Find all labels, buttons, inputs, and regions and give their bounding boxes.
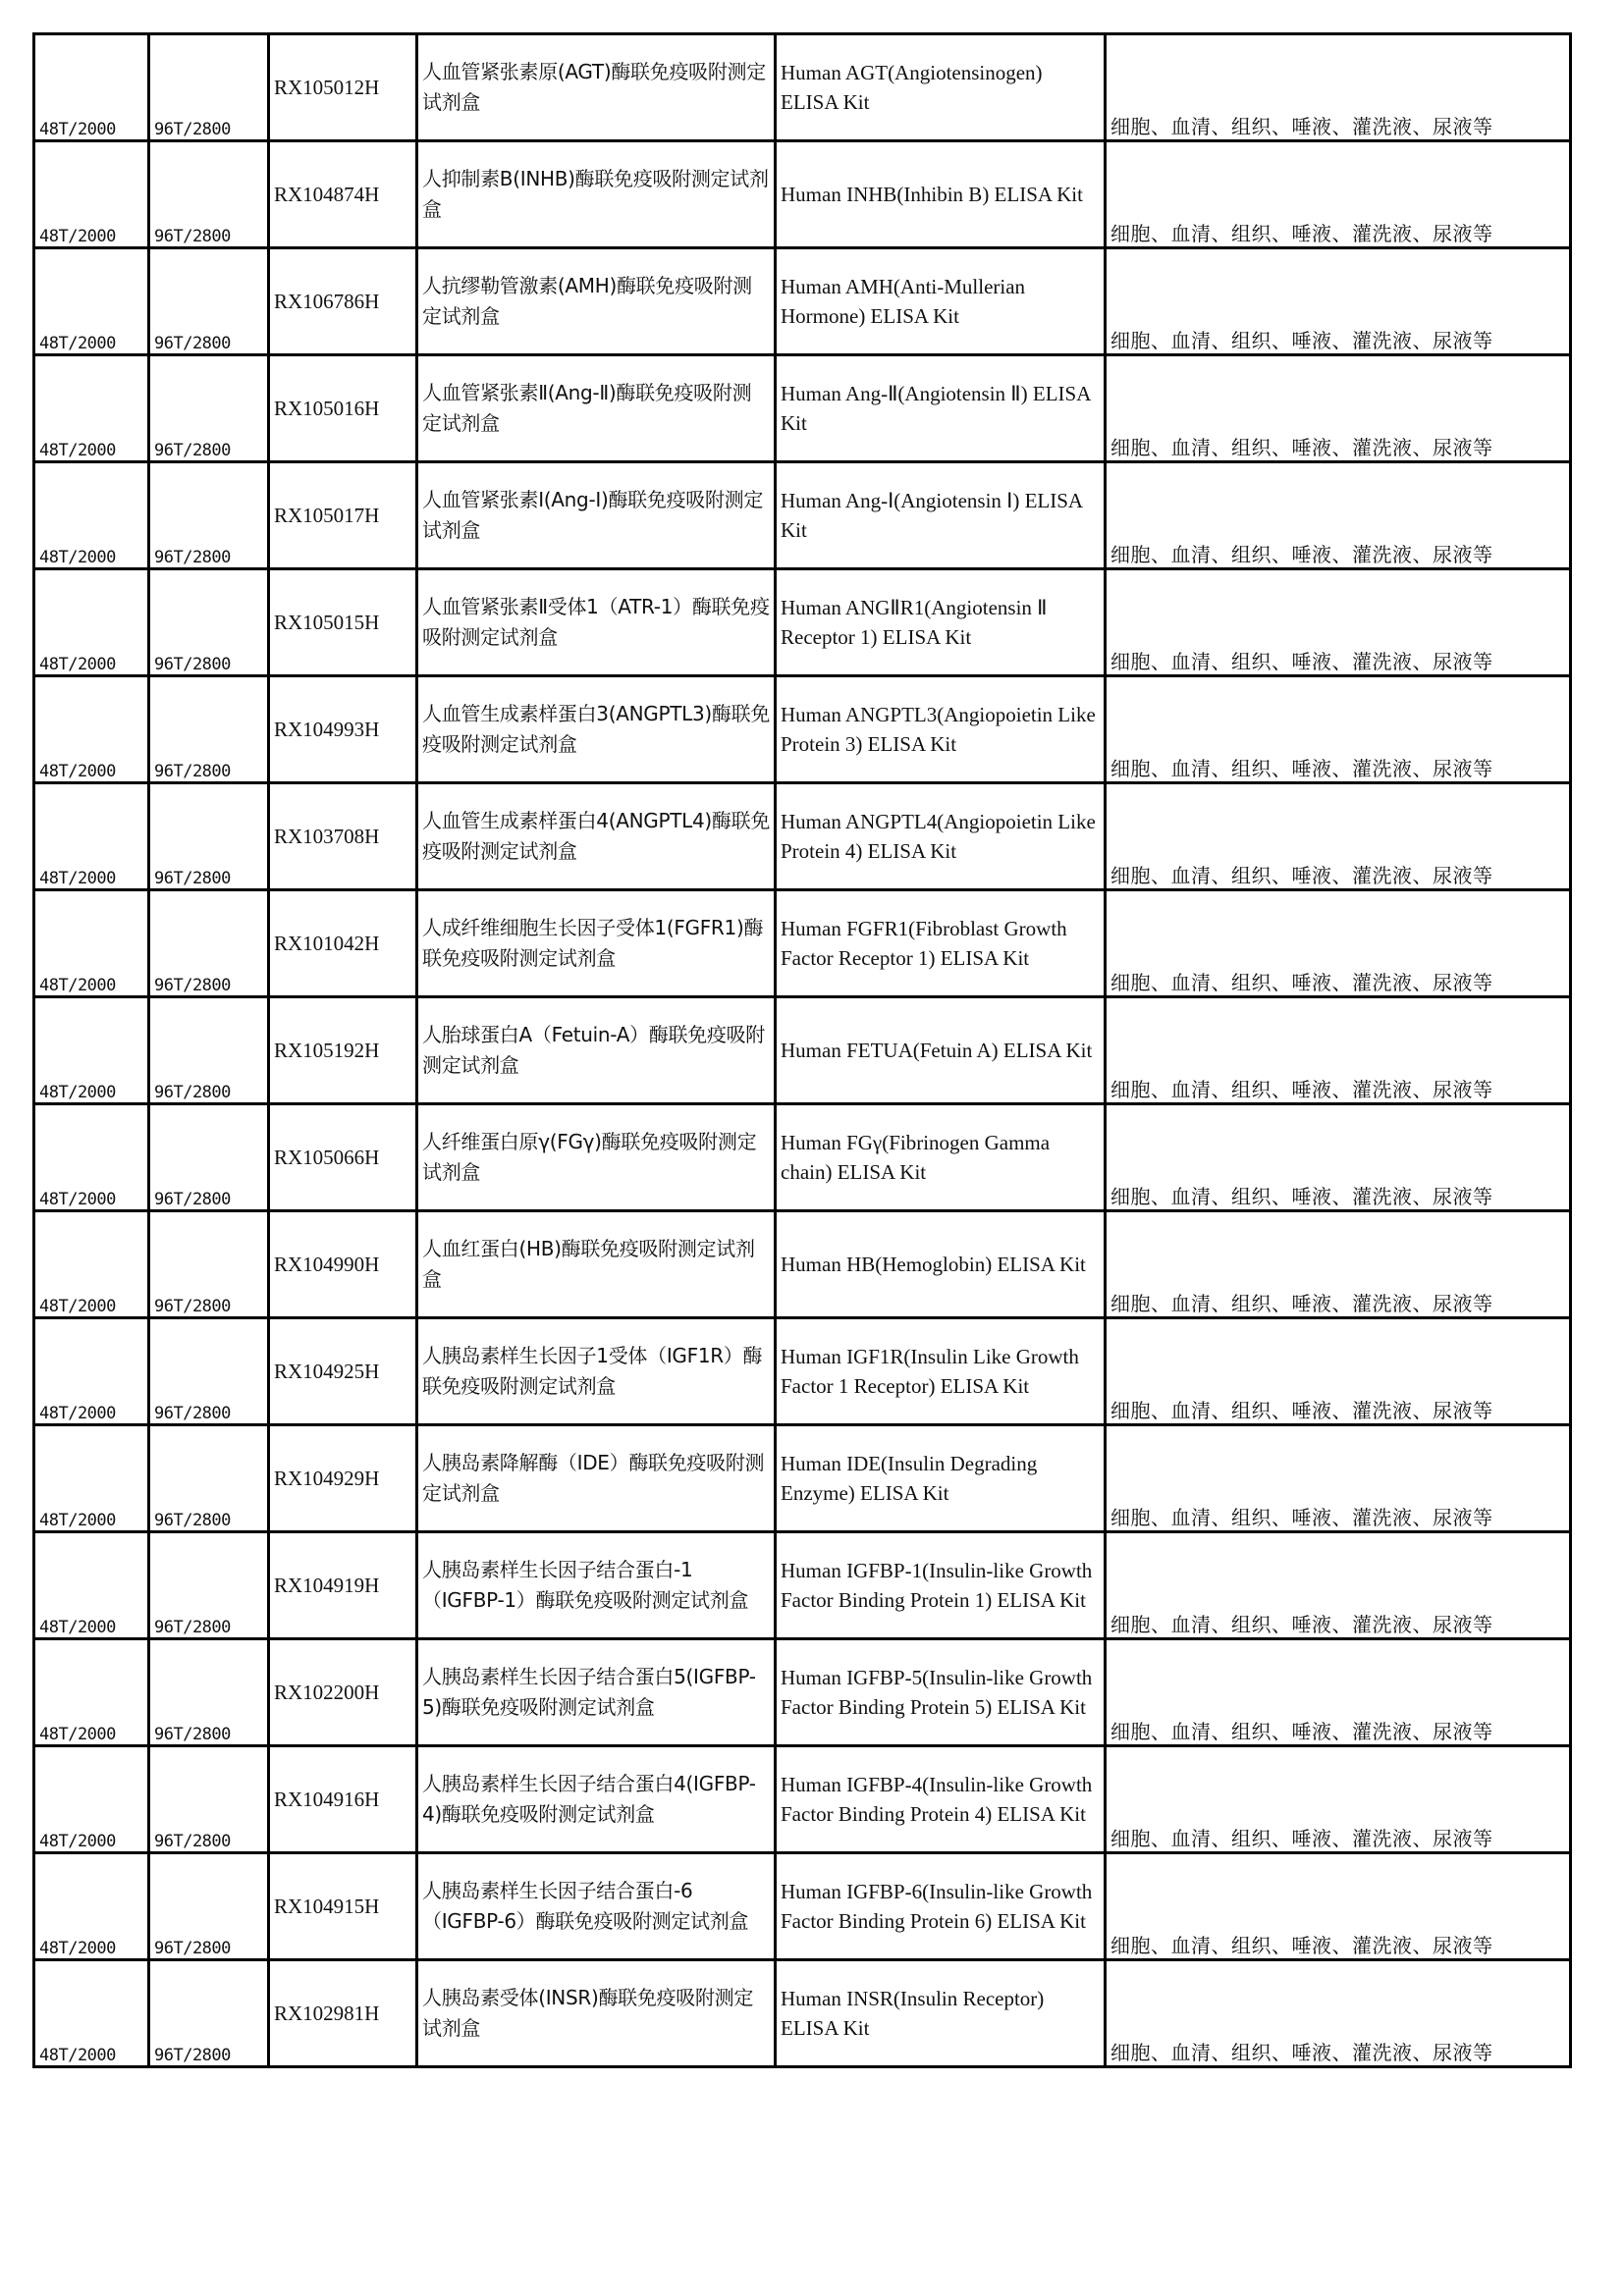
- catalog-number-cell: RX104874H: [269, 141, 417, 248]
- spec-96-cell: 96T/2800: [149, 248, 269, 355]
- spec-96-cell: 96T/2800: [149, 34, 269, 141]
- english-name-cell: Human FGFR1(Fibroblast Growth Factor Receptor 1) ELISA Kit: [776, 890, 1106, 997]
- catalog-number-cell: RX102981H: [269, 1960, 417, 2067]
- spec-96-cell: 96T/2800: [149, 890, 269, 997]
- catalog-number-cell: RX104915H: [269, 1853, 417, 1960]
- english-name-cell: Human INHB(Inhibin B) ELISA Kit: [776, 141, 1106, 248]
- chinese-name-cell: 人成纤维细胞生长因子受体1(FGFR1)酶联免疫吸附测定试剂盒: [417, 890, 776, 997]
- spec-48-cell: 48T/2000: [34, 1211, 149, 1318]
- spec-96-cell: 96T/2800: [149, 1639, 269, 1746]
- english-name-cell: Human HB(Hemoglobin) ELISA Kit: [776, 1211, 1106, 1318]
- sample-types-cell: 细胞、血清、组织、唾液、灌洗液、尿液等: [1106, 1104, 1571, 1211]
- catalog-number-cell: RX104919H: [269, 1532, 417, 1639]
- english-name-cell: Human IGFBP-6(Insulin-like Growth Factor Binding Protein 6) ELISA Kit: [776, 1853, 1106, 1960]
- spec-96-cell: 96T/2800: [149, 783, 269, 890]
- spec-48-cell: 48T/2000: [34, 997, 149, 1104]
- product-table-body: [34, 34, 1571, 2067]
- chinese-name-cell: 人胰岛素样生长因子结合蛋白-1（IGFBP-1）酶联免疫吸附测定试剂盒: [417, 1532, 776, 1639]
- product-table: [32, 32, 1572, 2068]
- chinese-name-cell: 人抗缪勒管激素(AMH)酶联免疫吸附测定试剂盒: [417, 248, 776, 355]
- chinese-name-cell: 人胰岛素样生长因子结合蛋白5(IGFBP-5)酶联免疫吸附测定试剂盒: [417, 1639, 776, 1746]
- catalog-number-cell: RX104990H: [269, 1211, 417, 1318]
- sample-types-cell: 细胞、血清、组织、唾液、灌洗液、尿液等: [1106, 569, 1571, 676]
- sample-types-cell: 细胞、血清、组织、唾液、灌洗液、尿液等: [1106, 1211, 1571, 1318]
- spec-48-cell: 48T/2000: [34, 890, 149, 997]
- spec-96-cell: 96T/2800: [149, 1853, 269, 1960]
- sample-types-cell: 细胞、血清、组织、唾液、灌洗液、尿液等: [1106, 248, 1571, 355]
- sample-types-cell: 细胞、血清、组织、唾液、灌洗液、尿液等: [1106, 34, 1571, 141]
- spec-48-cell: 48T/2000: [34, 1425, 149, 1532]
- english-name-cell: Human ANGPTL4(Angiopoietin Like Protein 4) ELISA Kit: [776, 783, 1106, 890]
- catalog-number-cell: RX102200H: [269, 1639, 417, 1746]
- catalog-number-cell: RX104993H: [269, 676, 417, 783]
- spec-48-cell: 48T/2000: [34, 569, 149, 676]
- sample-types-cell: 细胞、血清、组织、唾液、灌洗液、尿液等: [1106, 1853, 1571, 1960]
- spec-96-cell: 96T/2800: [149, 997, 269, 1104]
- table-row: [34, 890, 1571, 997]
- chinese-name-cell: 人胰岛素样生长因子1受体（IGF1R）酶联免疫吸附测定试剂盒: [417, 1318, 776, 1425]
- table-row: [34, 1318, 1571, 1425]
- english-name-cell: Human AGT(Angiotensinogen) ELISA Kit: [776, 34, 1106, 141]
- english-name-cell: Human IGFBP-1(Insulin-like Growth Factor Binding Protein 1) ELISA Kit: [776, 1532, 1106, 1639]
- spec-96-cell: 96T/2800: [149, 1960, 269, 2067]
- spec-48-cell: 48T/2000: [34, 1746, 149, 1853]
- spec-96-cell: 96T/2800: [149, 1746, 269, 1853]
- spec-96-cell: 96T/2800: [149, 355, 269, 462]
- catalog-number-cell: RX105016H: [269, 355, 417, 462]
- chinese-name-cell: 人血红蛋白(HB)酶联免疫吸附测定试剂盒: [417, 1211, 776, 1318]
- sample-types-cell: 细胞、血清、组织、唾液、灌洗液、尿液等: [1106, 355, 1571, 462]
- table-row: [34, 34, 1571, 141]
- english-name-cell: Human INSR(Insulin Receptor) ELISA Kit: [776, 1960, 1106, 2067]
- sample-types-cell: 细胞、血清、组织、唾液、灌洗液、尿液等: [1106, 1746, 1571, 1853]
- table-row: [34, 1104, 1571, 1211]
- catalog-number-cell: RX104916H: [269, 1746, 417, 1853]
- chinese-name-cell: 人胰岛素受体(INSR)酶联免疫吸附测定试剂盒: [417, 1960, 776, 2067]
- chinese-name-cell: 人胰岛素降解酶（IDE）酶联免疫吸附测定试剂盒: [417, 1425, 776, 1532]
- table-row: [34, 141, 1571, 248]
- catalog-number-cell: RX105066H: [269, 1104, 417, 1211]
- sample-types-cell: 细胞、血清、组织、唾液、灌洗液、尿液等: [1106, 1960, 1571, 2067]
- chinese-name-cell: 人血管紧张素Ⅰ(Ang-Ⅰ)酶联免疫吸附测定试剂盒: [417, 462, 776, 569]
- catalog-number-cell: RX105192H: [269, 997, 417, 1104]
- chinese-name-cell: 人纤维蛋白原γ(FGγ)酶联免疫吸附测定试剂盒: [417, 1104, 776, 1211]
- spec-48-cell: 48T/2000: [34, 248, 149, 355]
- catalog-number-cell: RX105017H: [269, 462, 417, 569]
- table-row: [34, 1746, 1571, 1853]
- english-name-cell: Human Ang-Ⅱ(Angiotensin Ⅱ) ELISA Kit: [776, 355, 1106, 462]
- spec-48-cell: 48T/2000: [34, 783, 149, 890]
- sample-types-cell: 细胞、血清、组织、唾液、灌洗液、尿液等: [1106, 141, 1571, 248]
- spec-48-cell: 48T/2000: [34, 1318, 149, 1425]
- chinese-name-cell: 人胎球蛋白A（Fetuin-A）酶联免疫吸附测定试剂盒: [417, 997, 776, 1104]
- catalog-number-cell: RX105015H: [269, 569, 417, 676]
- catalog-number-cell: RX101042H: [269, 890, 417, 997]
- english-name-cell: Human FGγ(Fibrinogen Gamma chain) ELISA Kit: [776, 1104, 1106, 1211]
- english-name-cell: Human AMH(Anti-Mullerian Hormone) ELISA Kit: [776, 248, 1106, 355]
- spec-48-cell: 48T/2000: [34, 676, 149, 783]
- table-row: [34, 569, 1571, 676]
- chinese-name-cell: 人抑制素B(INHB)酶联免疫吸附测定试剂盒: [417, 141, 776, 248]
- spec-48-cell: 48T/2000: [34, 1532, 149, 1639]
- spec-96-cell: 96T/2800: [149, 462, 269, 569]
- sample-types-cell: 细胞、血清、组织、唾液、灌洗液、尿液等: [1106, 462, 1571, 569]
- sample-types-cell: 细胞、血清、组织、唾液、灌洗液、尿液等: [1106, 997, 1571, 1104]
- sample-types-cell: 细胞、血清、组织、唾液、灌洗液、尿液等: [1106, 1532, 1571, 1639]
- table-row: [34, 355, 1571, 462]
- table-row: [34, 1960, 1571, 2067]
- sample-types-cell: 细胞、血清、组织、唾液、灌洗液、尿液等: [1106, 676, 1571, 783]
- catalog-number-cell: RX104929H: [269, 1425, 417, 1532]
- chinese-name-cell: 人血管紧张素Ⅱ(Ang-Ⅱ)酶联免疫吸附测定试剂盒: [417, 355, 776, 462]
- spec-48-cell: 48T/2000: [34, 1639, 149, 1746]
- chinese-name-cell: 人血管生成素样蛋白4(ANGPTL4)酶联免疫吸附测定试剂盒: [417, 783, 776, 890]
- english-name-cell: Human Ang-Ⅰ(Angiotensin Ⅰ) ELISA Kit: [776, 462, 1106, 569]
- table-row: [34, 248, 1571, 355]
- sample-types-cell: 细胞、血清、组织、唾液、灌洗液、尿液等: [1106, 1318, 1571, 1425]
- table-row: [34, 783, 1571, 890]
- english-name-cell: Human ANGⅡR1(Angiotensin Ⅱ Receptor 1) ELISA Kit: [776, 569, 1106, 676]
- sample-types-cell: 细胞、血清、组织、唾液、灌洗液、尿液等: [1106, 890, 1571, 997]
- spec-48-cell: 48T/2000: [34, 141, 149, 248]
- spec-48-cell: 48T/2000: [34, 1853, 149, 1960]
- spec-48-cell: 48T/2000: [34, 355, 149, 462]
- sample-types-cell: 细胞、血清、组织、唾液、灌洗液、尿液等: [1106, 1639, 1571, 1746]
- sample-types-cell: 细胞、血清、组织、唾液、灌洗液、尿液等: [1106, 783, 1571, 890]
- spec-48-cell: 48T/2000: [34, 462, 149, 569]
- catalog-number-cell: RX103708H: [269, 783, 417, 890]
- english-name-cell: Human IGFBP-4(Insulin-like Growth Factor Binding Protein 4) ELISA Kit: [776, 1746, 1106, 1853]
- chinese-name-cell: 人血管生成素样蛋白3(ANGPTL3)酶联免疫吸附测定试剂盒: [417, 676, 776, 783]
- table-row: [34, 1532, 1571, 1639]
- catalog-number-cell: RX104925H: [269, 1318, 417, 1425]
- table-row: [34, 1425, 1571, 1532]
- spec-96-cell: 96T/2800: [149, 141, 269, 248]
- english-name-cell: Human IDE(Insulin Degrading Enzyme) ELISA Kit: [776, 1425, 1106, 1532]
- spec-48-cell: 48T/2000: [34, 34, 149, 141]
- english-name-cell: Human ANGPTL3(Angiopoietin Like Protein 3) ELISA Kit: [776, 676, 1106, 783]
- chinese-name-cell: 人血管紧张素Ⅱ受体1（ATR-1）酶联免疫吸附测定试剂盒: [417, 569, 776, 676]
- sample-types-cell: 细胞、血清、组织、唾液、灌洗液、尿液等: [1106, 1425, 1571, 1532]
- chinese-name-cell: 人胰岛素样生长因子结合蛋白4(IGFBP-4)酶联免疫吸附测定试剂盒: [417, 1746, 776, 1853]
- spec-96-cell: 96T/2800: [149, 1211, 269, 1318]
- catalog-number-cell: RX106786H: [269, 248, 417, 355]
- table-row: [34, 462, 1571, 569]
- chinese-name-cell: 人胰岛素样生长因子结合蛋白-6（IGFBP-6）酶联免疫吸附测定试剂盒: [417, 1853, 776, 1960]
- table-row: [34, 997, 1571, 1104]
- spec-96-cell: 96T/2800: [149, 1532, 269, 1639]
- spec-48-cell: 48T/2000: [34, 1104, 149, 1211]
- english-name-cell: Human IGF1R(Insulin Like Growth Factor 1 Receptor) ELISA Kit: [776, 1318, 1106, 1425]
- table-row: [34, 1639, 1571, 1746]
- chinese-name-cell: 人血管紧张素原(AGT)酶联免疫吸附测定试剂盒: [417, 34, 776, 141]
- table-row: [34, 1853, 1571, 1960]
- spec-96-cell: 96T/2800: [149, 1104, 269, 1211]
- english-name-cell: Human FETUA(Fetuin A) ELISA Kit: [776, 997, 1106, 1104]
- english-name-cell: Human IGFBP-5(Insulin-like Growth Factor Binding Protein 5) ELISA Kit: [776, 1639, 1106, 1746]
- catalog-number-cell: RX105012H: [269, 34, 417, 141]
- spec-96-cell: 96T/2800: [149, 676, 269, 783]
- spec-96-cell: 96T/2800: [149, 1318, 269, 1425]
- spec-48-cell: 48T/2000: [34, 1960, 149, 2067]
- table-row: [34, 1211, 1571, 1318]
- table-row: [34, 676, 1571, 783]
- spec-96-cell: 96T/2800: [149, 569, 269, 676]
- spec-96-cell: 96T/2800: [149, 1425, 269, 1532]
